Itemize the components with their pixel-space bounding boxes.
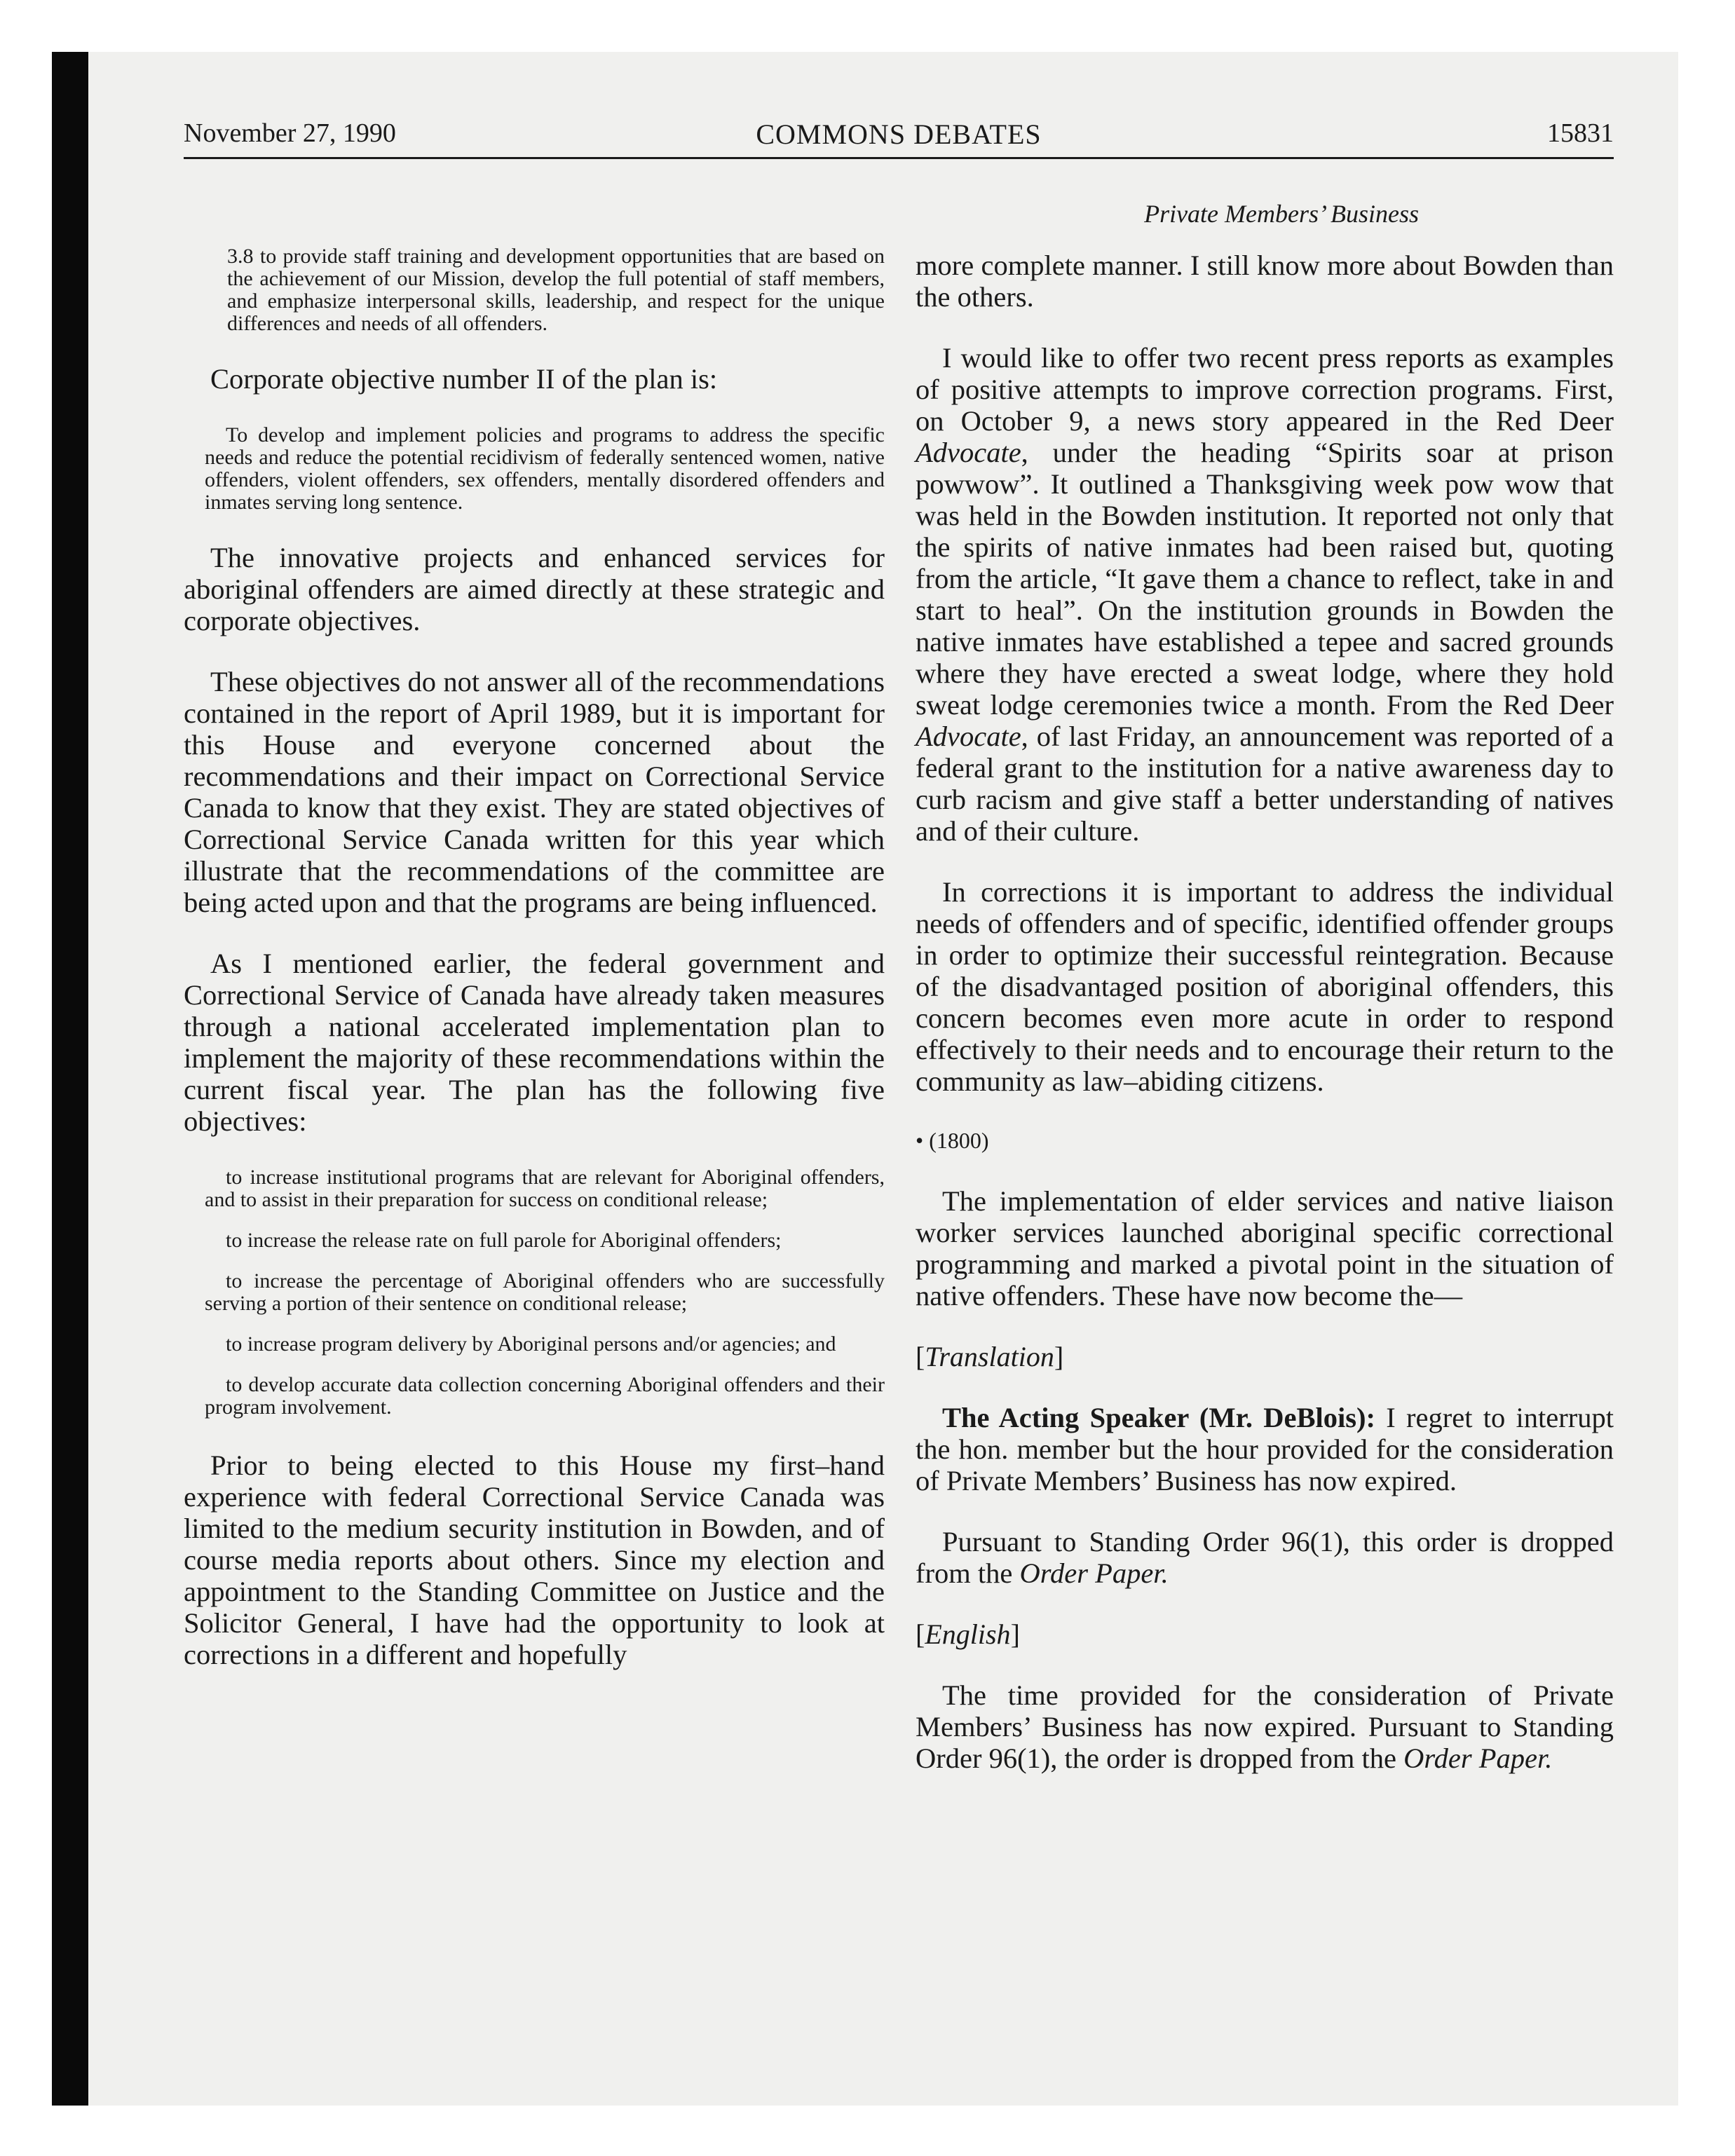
paragraph: Prior to being elected to this House my first–hand experience with federal Correctional Service Canada was limited to the medium security institution in Bowden, and of course media reports about others. Since my election and appointment to the Standing Committee on Justice and the Solicitor General, I have had the opportunity to look at corrections in a different and hopefully — [184, 1449, 885, 1670]
section-label: Private Members’ Business — [1144, 200, 1419, 228]
paragraph: The innovative projects and enhanced services for aboriginal offenders are aimed directly at these strategic and corporate objectives. — [184, 542, 885, 636]
paragraph: In corrections it is important to address the individual needs of offenders and of specific, identified offender groups in order to optimize their successful reintegration. Because of the disadvantaged position of aboriginal offenders, this concern becomes even more acute in order to respond effectively to their needs and to encourage their return to the community as law–abiding citizens. — [916, 876, 1614, 1097]
paragraph: As I mentioned earlier, the federal government and Correctional Service of Canada have already taken measures through a national accelerated implementation plan to implement the majority of these recommendations within the current fiscal year. The plan has the following five objectives: — [184, 948, 885, 1137]
speaker-name: The Acting Speaker (Mr. DeBlois): — [942, 1402, 1375, 1433]
time-marker: • (1800) — [916, 1128, 989, 1153]
english-label-text: English — [925, 1618, 1011, 1650]
header-page-number: 15831 — [1547, 118, 1614, 148]
text-run: Pursuant to Standing Order 96(1), this order is dropped from the — [916, 1526, 1614, 1589]
left-column — [184, 245, 885, 1700]
translation-label-text: Translation — [925, 1341, 1054, 1372]
header-rule — [184, 157, 1614, 159]
list-item: to increase institutional programs that are relevant for Aboriginal offenders, and to assist in their preparation for success on conditional release; — [205, 1166, 885, 1211]
right-column — [916, 250, 1614, 1803]
list-item: to develop accurate data collection concerning Aboriginal offenders and their program involvement. — [205, 1373, 885, 1419]
paragraph: These objectives do not answer all of the recommendations contained in the report of April 1989, but it is important for this House and everyone concerned about the recommendations and their impact on Correctional Service Canada to know that they exist. They are stated objectives of Correctional Service Canada written for this year which illustrate that the recommendations of the committee are being acted upon and that the programs are being influenced. — [184, 666, 885, 918]
paragraph — [916, 1526, 1614, 1589]
header-title: COMMONS DEBATES — [756, 118, 1042, 150]
binding-edge — [52, 52, 88, 2106]
paragraph: The implementation of elder services and native liaison worker services launched aboriginal specific correctional programming and marked a pivotal point in the situation of native offenders. These have now become the— — [916, 1185, 1614, 1311]
header-date: November 27, 1990 — [184, 118, 396, 148]
speaker-paragraph — [916, 1402, 1614, 1496]
text-run: , under the heading “Spirits soar at prison powwow”. It outlined a Thanksgiving week pow wow that was held in the Bowden institution. It reported not only that the spirits of native inmates had been raised but, quoting from the article, “It gave them a chance to reflect, take in and start to heal”. On the institution grounds in Bowden the native inmates have established a tepee and sacred grounds where they have erected a sweat lodge, where they hold sweat lodge ceremonies twice a month. From the Red Deer — [916, 437, 1614, 721]
paragraph: Corporate objective number II of the plan is: — [210, 363, 718, 395]
quote-3-8: 3.8 to provide staff training and development opportunities that are based on the achievement of our Mission, develop the full potential of staff members, and emphasize interpersonal skills, leadership, and respect for the unique differences and needs of all offenders. — [227, 245, 885, 335]
page-header — [184, 118, 1614, 157]
english-label: [English] — [916, 1618, 1020, 1650]
paragraph: more complete manner. I still know more about Bowden than the others. — [916, 250, 1614, 313]
order-paper: Order Paper. — [1403, 1742, 1553, 1774]
text-run: , of last Friday, an announcement was reported of a federal grant to the institution for a native awareness day to curb racism and give staff a better understanding of natives and of their culture. — [916, 721, 1614, 847]
text-run: I would like to offer two recent press reports as examples of positive attempts to improve correction programs. First, on October 9, a news story appeared in the Red Deer — [916, 342, 1614, 437]
order-paper: Order Paper. — [1019, 1557, 1169, 1589]
text-run: The time provided for the consideration of Private Members’ Business has now expired. Pursuant to Standing Order 96(1), the order is dropped from the — [916, 1679, 1614, 1774]
newspaper-title: Advocate — [916, 721, 1021, 752]
newspaper-title: Advocate — [916, 437, 1021, 468]
objectives-list — [184, 1166, 885, 1419]
translation-label: [Translation] — [916, 1341, 1064, 1372]
list-item: to increase program delivery by Aboriginal persons and/or agencies; and — [226, 1332, 836, 1356]
paragraph — [916, 1679, 1614, 1774]
list-item: to increase the percentage of Aboriginal offenders who are successfully serving a portion of their sentence on conditional release; — [205, 1269, 885, 1315]
list-item: to increase the release rate on full parole for Aboriginal offenders; — [226, 1229, 782, 1252]
quote-objective-ii: To develop and implement policies and programs to address the specific needs and reduce the potential recidivism of federally sentenced women, native offenders, violent offenders, sex offenders, mentally disordered offenders and inmates serving long sentence. — [205, 423, 885, 514]
text-run: I regret to interrupt the hon. member but the hour provided for the consideration of Private Members’ Business has now expired. — [916, 1402, 1614, 1496]
paragraph — [916, 342, 1614, 847]
